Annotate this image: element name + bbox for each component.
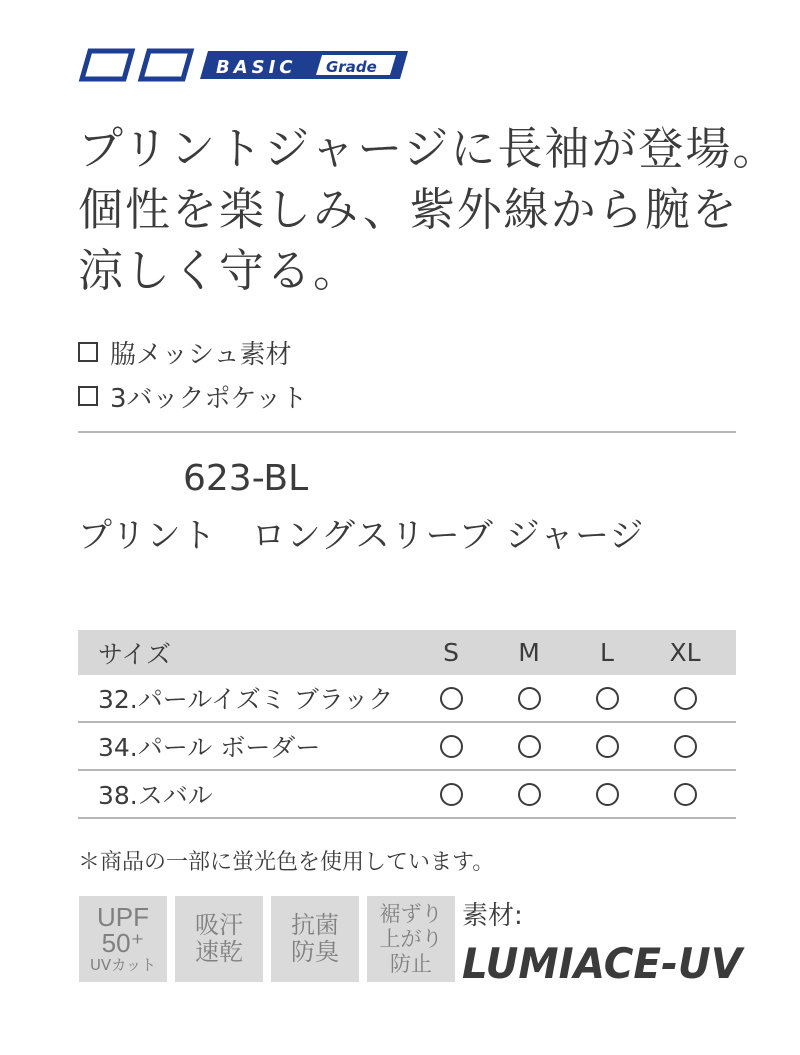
feature-item bbox=[78, 374, 307, 418]
availability-cell bbox=[646, 687, 724, 710]
available-circle-icon bbox=[596, 735, 619, 758]
available-circle-icon bbox=[596, 783, 619, 806]
feature-label: 脇メッシュ素材 bbox=[110, 339, 292, 370]
product-name: プリント ロングスリーブ ジャージ bbox=[78, 516, 645, 556]
available-circle-icon bbox=[518, 735, 541, 758]
checkbox-icon bbox=[78, 386, 98, 406]
headline bbox=[78, 118, 780, 301]
available-circle-icon bbox=[674, 783, 697, 806]
table-row bbox=[78, 675, 736, 723]
product-code: 623-BL bbox=[183, 458, 309, 499]
availability-cell bbox=[646, 735, 724, 758]
tile-line: 速乾 bbox=[195, 938, 243, 966]
available-circle-icon bbox=[674, 735, 697, 758]
upf-uv-tile bbox=[79, 896, 167, 982]
size-table bbox=[78, 630, 736, 819]
table-row bbox=[78, 771, 736, 819]
headline-line-2: 個性を楽しみ、紫外線から腕を bbox=[78, 183, 739, 236]
header-size-m: M bbox=[518, 638, 540, 667]
color-name: 32.パールイズミ ブラック bbox=[98, 685, 394, 714]
tile-line: UPF bbox=[97, 902, 149, 932]
tile-line: UVカット bbox=[89, 956, 157, 974]
size-table-header bbox=[78, 630, 736, 675]
tile-line: 防止 bbox=[390, 951, 432, 976]
material-label: 素材: bbox=[462, 901, 523, 931]
quick-dry-tile bbox=[175, 896, 263, 982]
hem-grip-tile bbox=[367, 896, 455, 982]
available-circle-icon bbox=[674, 687, 697, 710]
headline-line-1: プリントジャージに長袖が登場。 bbox=[78, 122, 780, 175]
feature-label: 3バックポケット bbox=[110, 383, 308, 414]
color-name: 34.パール ボーダー bbox=[98, 733, 321, 762]
availability-cell bbox=[568, 783, 646, 806]
tile-line: 抗菌 bbox=[291, 911, 339, 939]
tile-line: 上がり bbox=[379, 926, 443, 951]
grade-sub-label: Grade bbox=[326, 58, 377, 76]
checkbox-icon bbox=[78, 342, 98, 362]
logo-text: LUMIACE-UV bbox=[462, 939, 745, 988]
available-circle-icon bbox=[440, 735, 463, 758]
header-size-xl: XL bbox=[669, 638, 701, 667]
tile-line: 50⁺ bbox=[101, 928, 145, 958]
table-row bbox=[78, 723, 736, 771]
availability-cell bbox=[568, 735, 646, 758]
divider bbox=[78, 431, 736, 433]
availability-cell bbox=[568, 687, 646, 710]
antibacterial-tile bbox=[271, 896, 359, 982]
available-circle-icon bbox=[596, 687, 619, 710]
tile-line: 吸汗 bbox=[195, 911, 243, 939]
availability-cell bbox=[490, 735, 568, 758]
header-size-l: L bbox=[600, 638, 614, 667]
available-circle-icon bbox=[440, 783, 463, 806]
availability-cell bbox=[646, 783, 724, 806]
available-circle-icon bbox=[518, 783, 541, 806]
grade-main-label: BASIC bbox=[216, 57, 297, 78]
color-name: 38.スバル bbox=[98, 781, 213, 810]
feature-item bbox=[78, 330, 307, 374]
availability-cell bbox=[412, 735, 490, 758]
availability-cell bbox=[412, 783, 490, 806]
tile-line: 裾ずり bbox=[379, 901, 443, 926]
availability-cell bbox=[490, 687, 568, 710]
fluorescent-note: ＊商品の一部に蛍光色を使用しています。 bbox=[78, 850, 495, 875]
header-size-s: S bbox=[443, 638, 459, 667]
available-circle-icon bbox=[440, 687, 463, 710]
lumiace-uv-logo bbox=[460, 930, 745, 988]
header-size-label: サイズ bbox=[98, 639, 172, 669]
feature-list bbox=[78, 330, 307, 418]
available-circle-icon bbox=[518, 687, 541, 710]
tile-line: 防臭 bbox=[291, 938, 339, 966]
availability-cell bbox=[490, 783, 568, 806]
basic-grade-badge bbox=[78, 47, 410, 83]
function-tiles bbox=[79, 896, 455, 982]
availability-cell bbox=[412, 687, 490, 710]
headline-line-3: 涼しく守る。 bbox=[78, 244, 361, 297]
